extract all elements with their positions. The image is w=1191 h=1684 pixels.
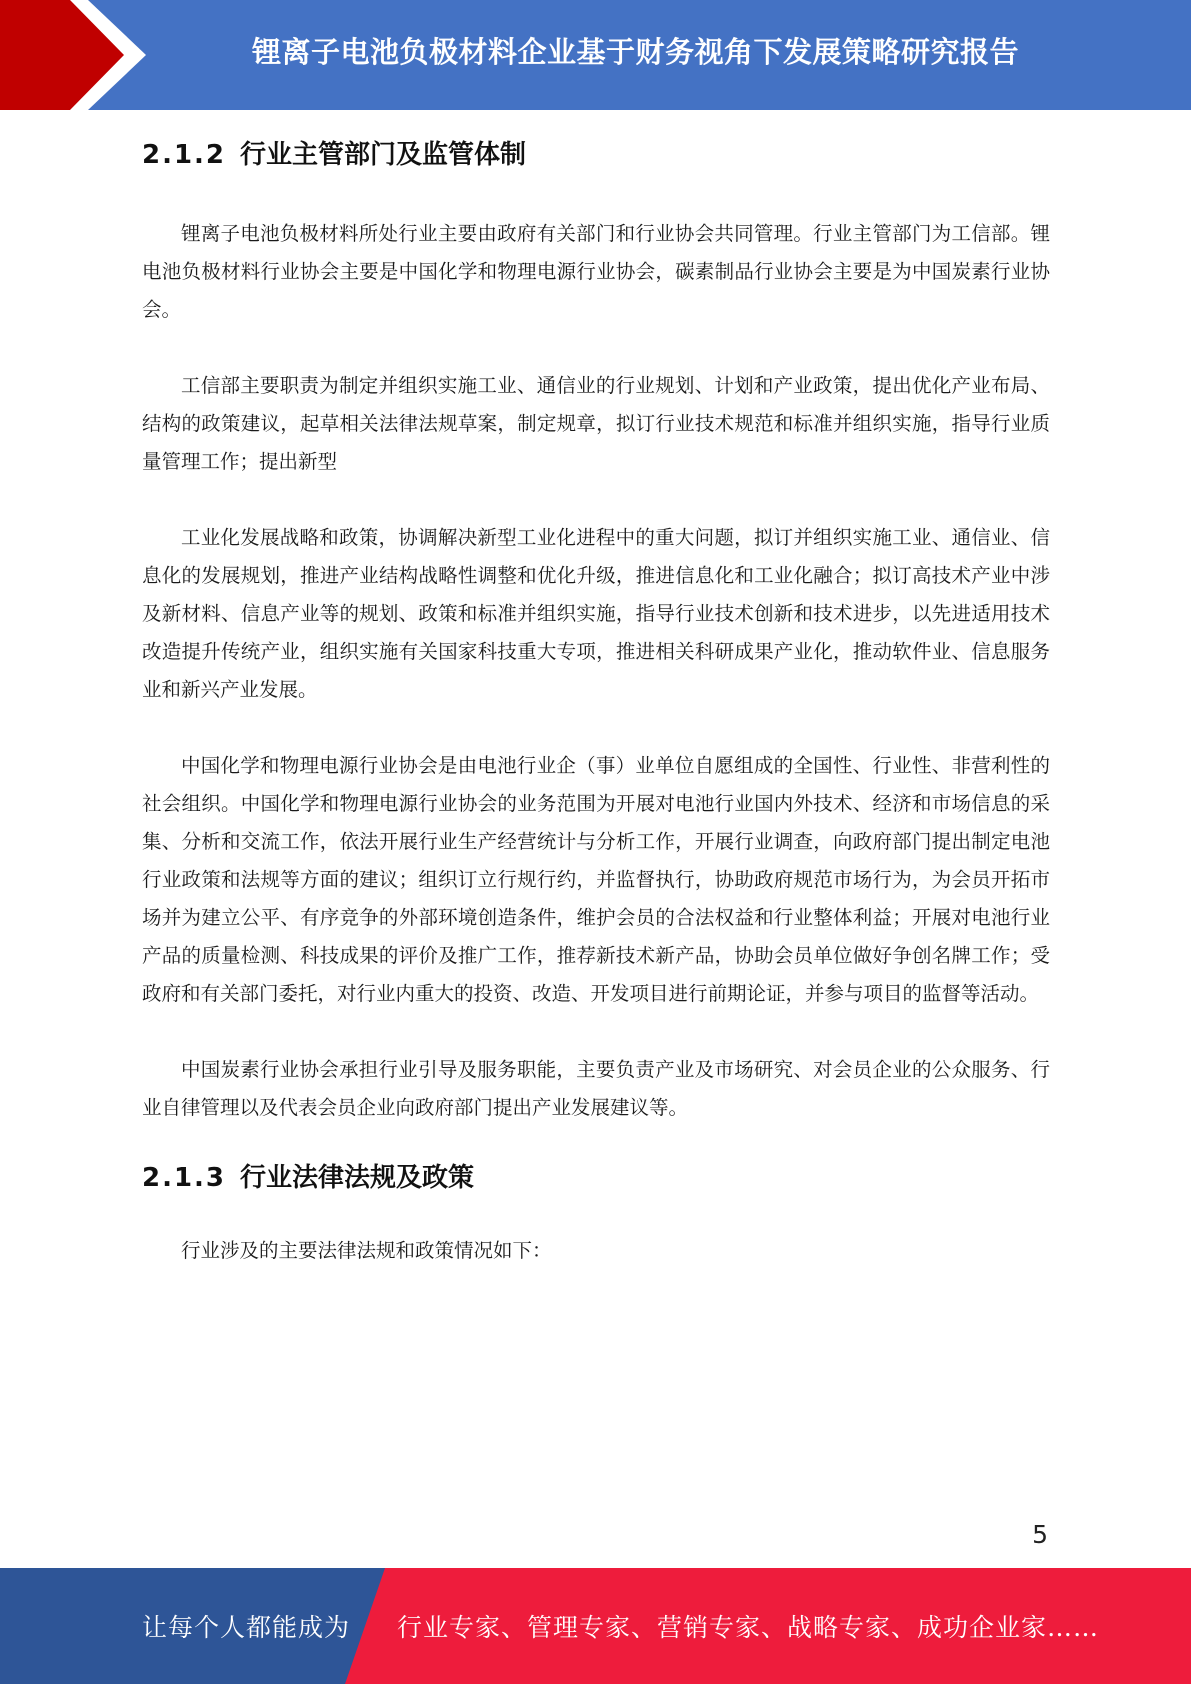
- footer-slogan-left: 让每个人都能成为: [142, 1613, 351, 1642]
- header-red-chevron: [0, 0, 150, 110]
- section-heading-2-1-2: [142, 134, 1050, 171]
- paragraph: 中国炭素行业协会承担行业引导及服务职能，主要负责产业及市场研究、对会员企业的公众服务、行业自律管理以及代表会员企业向政府部门提出产业发展建议等。: [142, 1058, 1050, 1119]
- page-number: 5: [1032, 1520, 1048, 1549]
- page-header: [0, 0, 1191, 110]
- paragraph: 中国化学和物理电源行业协会是由电池行业企（事）业单位自愿组成的全国性、行业性、非营利性的社会组织。中国化学和物理电源行业协会的业务范围为开展对电池行业国内外技术、经济和市场信息的采集、分析和交流工作，依法开展行业生产经营统计与分析工作，开展行业调查，向政府部门提出制定电池行业政策和法规等方面的建议；组织订立行规行约，并监督执行，协助政府规范市场行为，为会员开拓市场并为建立公平、有序竞争的外部环境创造条件，维护会员的合法权益和行业整体利益；开展对电池行业产品的质量检测、科技成果的评价及推广工作，推荐新技术新产品，协助会员单位做好争创名牌工作；受政府和有关部门委托，对行业内重大的投资、改造、开发项目进行前期论证，并参与项目的监督等活动。: [142, 754, 1050, 1005]
- section-title: 行业法律法规及政策: [240, 1163, 475, 1193]
- paragraph: 工信部主要职责为制定并组织实施工业、通信业的行业规划、计划和产业政策，提出优化产业布局、结构的政策建议，起草相关法律法规草案，制定规章，拟订行业技术规范和标准并组织实施，指导行业质量管理工作；提出新型: [142, 374, 1050, 473]
- section-heading-2-1-3: [142, 1157, 1050, 1194]
- paragraph: 行业涉及的主要法律法规和政策情况如下：: [181, 1239, 552, 1262]
- page-footer: [0, 1568, 1191, 1684]
- section-number: 2.1.3: [142, 1163, 227, 1193]
- page-content: [142, 128, 1050, 1270]
- report-title: 锂离子电池负极材料企业基于财务视角下发展策略研究报告: [251, 34, 1019, 69]
- section-number: 2.1.2: [142, 140, 227, 170]
- section-title: 行业主管部门及监管体制: [240, 140, 527, 170]
- paragraph: 锂离子电池负极材料所处行业主要由政府有关部门和行业协会共同管理。行业主管部门为工信部。锂电池负极材料行业协会主要是中国化学和物理电源行业协会，碳素制品行业协会主要是为中国炭素行业协会。: [142, 222, 1050, 321]
- paragraph: 工业化发展战略和政策，协调解决新型工业化进程中的重大问题，拟订并组织实施工业、通信业、信息化的发展规划，推进产业结构战略性调整和优化升级，推进信息化和工业化融合；拟订高技术产业中涉及新材料、信息产业等的规划、政策和标准并组织实施，指导行业技术创新和技术进步，以先进适用技术改造提升传统产业，组织实施有关国家科技重大专项，推进相关科研成果产业化，推动软件业、信息服务业和新兴产业发展。: [142, 526, 1050, 701]
- footer-slogan-right: 行业专家、管理专家、营销专家、战略专家、成功企业家……: [397, 1613, 1100, 1642]
